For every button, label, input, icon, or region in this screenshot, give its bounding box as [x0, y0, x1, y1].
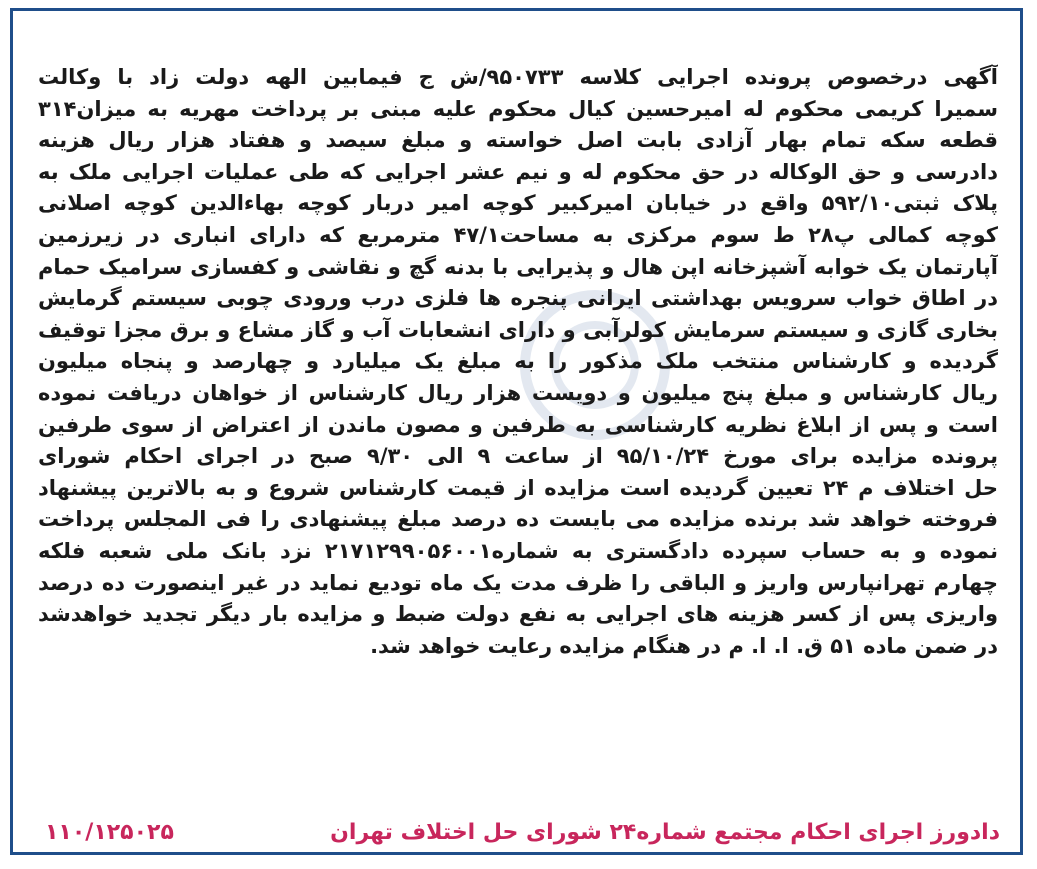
notice-code: ۱۱۰/۱۲۵۰۲۵: [45, 820, 174, 845]
notice-line: فروخته خواهد شد برنده مزایده می بایست ده درصد مبلغ پیشنهادی را فی المجلس پرداخت: [38, 507, 998, 532]
notice-line: چهارم تهرانپارس واریز و الباقی را ظرف مدت یک ماه تودیع نماید در غیر اینصورت ده درصد: [38, 570, 998, 595]
notice-line: در اطاق خواب سرویس بهداشتی ایرانی پنجره ها فلزی درب ورودی چوبی سیستم گرمایش: [38, 286, 998, 311]
notice-line: آپارتمان یک خوابه آشپزخانه اپن هال و پذیرایی با بدنه گچ و نقاشی و کفسازی سرامیک حمام: [38, 254, 998, 279]
issuer-signature: دادورز اجرای احکام مجتمع شماره۲۴ شورای حل اختلاف تهران: [330, 820, 1000, 845]
notice-line: قطعه سکه تمام بهار آزادی بابت اصل خواسته و مبلغ سیصد و هفتاد هزار ریال هزینه: [38, 128, 998, 153]
notice-line: آگهی درخصوص پرونده اجرایی کلاسه ۹۵۰۷۳۳/ش ج فیمابین الهه دولت زاد با وکالت: [38, 65, 998, 89]
notice-footer: [45, 815, 1000, 851]
notice-body: [38, 62, 998, 662]
notice-line: واریزی پس از کسر هزینه های اجرایی به نفع دولت ضبط و مزایده بار دیگر تجدید خواهدشد: [38, 602, 998, 627]
notice-line: گردیده و کارشناس منتخب ملک مذکور را به مبلغ یک میلیارد و چهارصد و پنجاه میلیون: [38, 349, 998, 374]
notice-line: حل اختلاف م ۲۴ تعیین گردیده است مزایده از قیمت کارشناس شروع و به بالاترین پیشنهاد: [38, 475, 998, 500]
notice-line: پلاک ثبتی۵۹۲/۱۰ واقع در خیابان امیرکبیر کوچه امیر دربار کوچه بهاءالدین کوچه اصلانی: [38, 191, 998, 216]
notice-line: کوچه کمالی پ۲۸ ط سوم مرکزی به مساحت۴۷/۱ مترمربع که دارای انباری در زیرزمین: [38, 222, 998, 247]
notice-line: سمیرا کریمی محکوم له امیرحسین کیال محکوم علیه مبنی بر پرداخت مهریه به میزان۳۱۴: [38, 96, 998, 121]
notice-line: پرونده مزایده برای مورخ ۹۵/۱۰/۲۴ از ساعت ۹ الی ۹/۳۰ صبح در اجرای احکام شورای: [38, 444, 998, 469]
notice-line: در ضمن ماده ۵۱ ق. ا. ا. م در هنگام مزایده رعایت خواهد شد.: [370, 633, 998, 658]
notice-line: بخاری گازی و سیستم سرمایش کولرآبی و دارای انشعابات آب و گاز مشاع و برق مجزا توقیف: [38, 317, 998, 342]
notice-line: است و پس از ابلاغ نظریه کارشناسی به طرفین و مصون ماندن از اعتراض از سوی طرفین: [38, 412, 998, 437]
notice-line: ریال کارشناس و مبلغ پنج میلیون و دویست هزار ریال کارشناس از خواهان دریافت نموده: [38, 380, 998, 405]
notice-line: نموده و به حساب سپرده دادگستری به شماره۲۱۷۱۲۹۹۰۵۶۰۰۱ نزد بانک ملی شعبه فلکه: [38, 538, 998, 563]
notice-line: دادرسی و حق الوکاله در حق محکوم له و نیم عشر اجرایی که طی عملیات اجرایی ملک به: [38, 159, 998, 184]
